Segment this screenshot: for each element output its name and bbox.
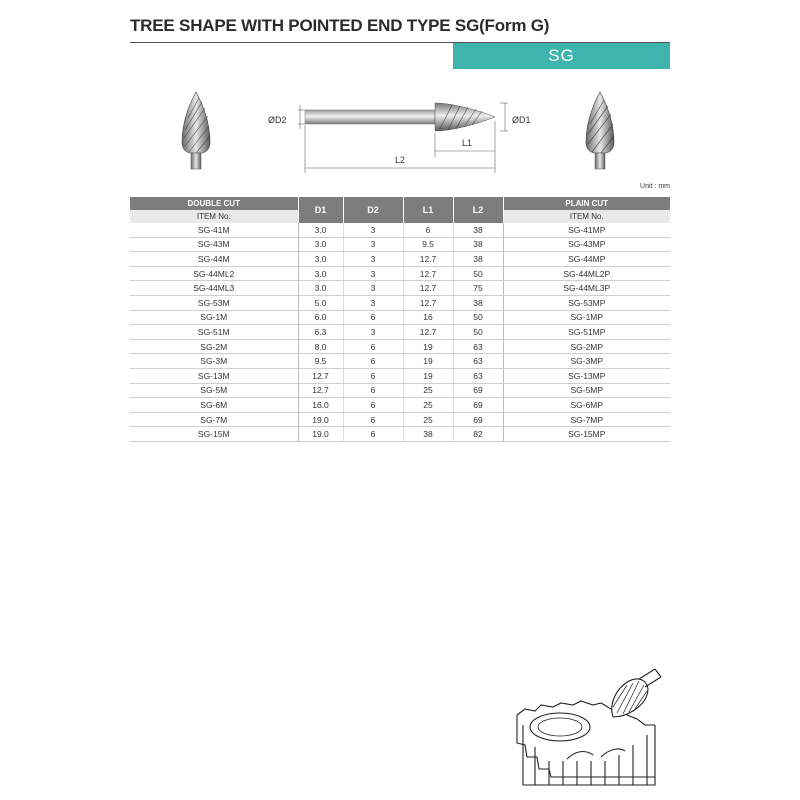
l2-value: 63 [453, 354, 503, 369]
d1-value: 9.5 [298, 354, 343, 369]
item-plain-cut: SG-44ML2P [503, 266, 670, 281]
item-double-cut: SG-41M [130, 223, 298, 237]
double-cut-burr-image [176, 90, 216, 170]
d2-value: 6 [343, 412, 403, 427]
table-row [130, 325, 670, 340]
l1-value: 19 [403, 354, 453, 369]
l1-value: 25 [403, 398, 453, 413]
item-double-cut: SG-7M [130, 412, 298, 427]
d1-value: 19.0 [298, 427, 343, 442]
l1-value: 16 [403, 310, 453, 325]
item-double-cut: SG-15M [130, 427, 298, 442]
item-plain-cut: SG-53MP [503, 295, 670, 310]
d2-value: 3 [343, 295, 403, 310]
table-row [130, 339, 670, 354]
item-plain-cut: SG-5MP [503, 383, 670, 398]
l2-value: 69 [453, 383, 503, 398]
d2-value: 6 [343, 310, 403, 325]
item-double-cut: SG-51M [130, 325, 298, 340]
l2-value: 50 [453, 325, 503, 340]
l1-value: 6 [403, 223, 453, 237]
d2-value: 3 [343, 223, 403, 237]
l1-value: 38 [403, 427, 453, 442]
item-plain-cut: SG-1MP [503, 310, 670, 325]
l1-value: 25 [403, 383, 453, 398]
d1-value: 3.0 [298, 266, 343, 281]
spec-table [130, 197, 670, 442]
d1-value: 16.0 [298, 398, 343, 413]
l2-value: 69 [453, 398, 503, 413]
table-row [130, 237, 670, 252]
item-double-cut: SG-6M [130, 398, 298, 413]
d2-value: 3 [343, 237, 403, 252]
l2-value: 82 [453, 427, 503, 442]
l1-value: 9.5 [403, 237, 453, 252]
l1-value: 25 [403, 412, 453, 427]
l1-value: 12.7 [403, 325, 453, 340]
item-double-cut: SG-44ML3 [130, 281, 298, 296]
table-row [130, 266, 670, 281]
l1-value: 19 [403, 339, 453, 354]
d1-value: 12.7 [298, 383, 343, 398]
l1-value: 12.7 [403, 281, 453, 296]
item-plain-cut: SG-2MP [503, 339, 670, 354]
d2-value: 6 [343, 368, 403, 383]
d2-value: 6 [343, 427, 403, 442]
d1-value: 3.0 [298, 237, 343, 252]
l2-value: 50 [453, 310, 503, 325]
d2-value: 6 [343, 398, 403, 413]
plain-cut-burr-image [580, 90, 620, 170]
item-plain-cut: SG-7MP [503, 412, 670, 427]
l1-value: 19 [403, 368, 453, 383]
table-row [130, 427, 670, 442]
item-double-cut: SG-44M [130, 252, 298, 267]
header-l1: L1 [403, 197, 453, 223]
d1-value: 19.0 [298, 412, 343, 427]
label-d2: ØD2 [268, 115, 287, 125]
d2-value: 3 [343, 325, 403, 340]
d1-value: 3.0 [298, 223, 343, 237]
table-row [130, 412, 670, 427]
l2-value: 63 [453, 339, 503, 354]
item-plain-cut: SG-6MP [503, 398, 670, 413]
label-l1: L1 [462, 138, 473, 148]
table-row [130, 281, 670, 296]
l2-value: 38 [453, 295, 503, 310]
page-title: TREE SHAPE WITH POINTED END TYPE SG(Form G) [130, 16, 550, 35]
d2-value: 6 [343, 383, 403, 398]
l2-value: 50 [453, 266, 503, 281]
l2-value: 69 [453, 412, 503, 427]
d1-value: 6.3 [298, 325, 343, 340]
table-row [130, 223, 670, 237]
unit-label: Unit : mm [640, 183, 670, 190]
item-plain-cut: SG-44ML3P [503, 281, 670, 296]
item-plain-cut: SG-51MP [503, 325, 670, 340]
table-row [130, 368, 670, 383]
header-item-no-right: ITEM No. [503, 210, 670, 223]
table-row [130, 252, 670, 267]
table-row [130, 383, 670, 398]
item-double-cut: SG-5M [130, 383, 298, 398]
item-double-cut: SG-44ML2 [130, 266, 298, 281]
item-plain-cut: SG-13MP [503, 368, 670, 383]
d1-value: 3.0 [298, 281, 343, 296]
d1-value: 12.7 [298, 368, 343, 383]
table-row [130, 295, 670, 310]
table-row [130, 398, 670, 413]
item-plain-cut: SG-3MP [503, 354, 670, 369]
type-badge: SG [453, 43, 670, 69]
l2-value: 75 [453, 281, 503, 296]
header-d1: D1 [298, 197, 343, 223]
item-double-cut: SG-3M [130, 354, 298, 369]
gear-machining-illustration [505, 665, 675, 790]
header-d2: D2 [343, 197, 403, 223]
d1-value: 3.0 [298, 252, 343, 267]
item-double-cut: SG-43M [130, 237, 298, 252]
item-plain-cut: SG-41MP [503, 223, 670, 237]
item-plain-cut: SG-43MP [503, 237, 670, 252]
l1-value: 12.7 [403, 295, 453, 310]
label-l2: L2 [395, 155, 406, 165]
table-row [130, 354, 670, 369]
l2-value: 63 [453, 368, 503, 383]
item-double-cut: SG-13M [130, 368, 298, 383]
d2-value: 3 [343, 252, 403, 267]
d1-value: 5.0 [298, 295, 343, 310]
spec-table-body [130, 223, 670, 441]
d2-value: 3 [343, 281, 403, 296]
l2-value: 38 [453, 237, 503, 252]
item-double-cut: SG-53M [130, 295, 298, 310]
d2-value: 6 [343, 354, 403, 369]
header-item-no-left: ITEM No. [130, 210, 298, 223]
l2-value: 38 [453, 223, 503, 237]
item-plain-cut: SG-44MP [503, 252, 670, 267]
item-double-cut: SG-2M [130, 339, 298, 354]
header-double-cut: DOUBLE CUT [130, 197, 298, 210]
item-plain-cut: SG-15MP [503, 427, 670, 442]
d2-value: 6 [343, 339, 403, 354]
l1-value: 12.7 [403, 252, 453, 267]
header-plain-cut: PLAIN CUT [503, 197, 670, 210]
l1-value: 12.7 [403, 266, 453, 281]
l2-value: 38 [453, 252, 503, 267]
d1-value: 8.0 [298, 339, 343, 354]
header-l2: L2 [453, 197, 503, 223]
table-row [130, 310, 670, 325]
d1-value: 6.0 [298, 310, 343, 325]
label-d1: ØD1 [512, 115, 531, 125]
d2-value: 3 [343, 266, 403, 281]
item-double-cut: SG-1M [130, 310, 298, 325]
